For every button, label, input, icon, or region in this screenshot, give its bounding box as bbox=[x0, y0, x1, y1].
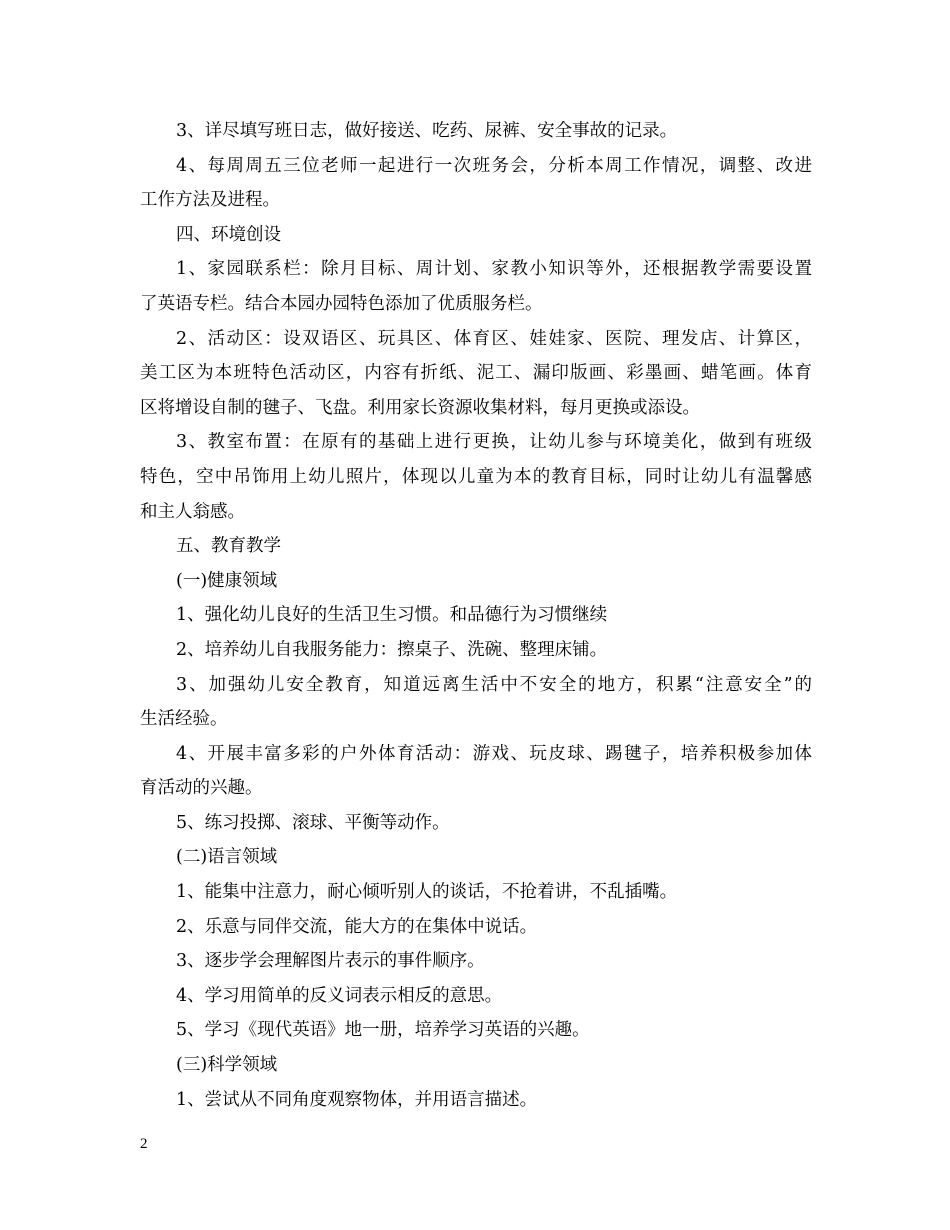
text-line: 3、详尽填写班日志，做好接送、吃药、尿裤、安全事故的记录。 bbox=[176, 121, 678, 141]
text-line: (一)健康领域 bbox=[176, 570, 278, 591]
text-line: 工作方法及进程。 bbox=[140, 190, 280, 211]
text-line: (二)语言领域 bbox=[176, 847, 278, 868]
text-line: 生活经验。 bbox=[140, 709, 228, 730]
text-line: 5、学习《现代英语》地一册，培养学习英语的兴趣。 bbox=[176, 1020, 590, 1041]
text-line: 3、逐步学会理解图片表示的事件顺序。 bbox=[176, 951, 485, 972]
text-line: 1、尝试从不同角度观察物体，并用语言描述。 bbox=[176, 1089, 538, 1110]
text-line: (三)科学领域 bbox=[176, 1055, 278, 1076]
text-line: 区将增设自制的毽子、飞盘。利用家长资源收集材料，每月更换或添设。 bbox=[140, 397, 700, 418]
text-line: 4、开展丰富多彩的户外体育活动：游戏、玩皮球、踢毽子，培养积极参加体 bbox=[176, 743, 812, 764]
text-line: 了英语专栏。结合本园办园特色添加了优质服务栏。 bbox=[140, 293, 543, 314]
text-line: 3、教室布置：在原有的基础上进行更换，让幼儿参与环境美化，做到有班级 bbox=[176, 432, 812, 453]
text-line: 1、能集中注意力，耐心倾听别人的谈话，不抢着讲，不乱插嘴。 bbox=[176, 882, 678, 903]
text-line: 和主人翁感。 bbox=[140, 501, 245, 522]
text-line: 美工区为本班特色活动区，内容有折纸、泥工、漏印版画、彩墨画、蜡笔画。体育 bbox=[140, 363, 812, 384]
text-line: 育活动的兴趣。 bbox=[140, 778, 263, 799]
text-line: 2、乐意与同伴交流，能大方的在集体中说话。 bbox=[176, 916, 538, 937]
text-line: 5、练习投掷、滚球、平衡等动作。 bbox=[176, 812, 450, 833]
text-line: 1、家园联系栏：除月目标、周计划、家教小知识等外，还根据教学需要设置 bbox=[176, 259, 812, 280]
page-number: 2 bbox=[140, 1136, 148, 1152]
text-line: 2、培养幼儿自我服务能力：擦桌子、洗碗、整理床铺。 bbox=[176, 639, 608, 660]
text-line: 2、活动区：设双语区、玩具区、体育区、娃娃家、医院、理发店、计算区， bbox=[176, 328, 812, 349]
text-line: 五、教育教学 bbox=[176, 536, 281, 557]
text-line: 四、环境创设 bbox=[176, 224, 281, 245]
text-line: 3、加强幼儿安全教育，知道远离生活中不安全的地方，积累“注意安全”的 bbox=[176, 674, 812, 695]
text-line: 1、强化幼儿良好的生活卫生习惯。和品德行为习惯继续 bbox=[176, 605, 608, 626]
text-line: 4、学习用简单的反义词表示相反的意思。 bbox=[176, 985, 503, 1006]
text-line: 特色，空中吊饰用上幼儿照片，体现以儿童为本的教育目标，同时让幼儿有温馨感 bbox=[140, 466, 812, 487]
body-text bbox=[140, 114, 812, 1117]
text-line: 4、每周周五三位老师一起进行一次班务会，分析本周工作情况，调整、改进 bbox=[176, 155, 812, 176]
